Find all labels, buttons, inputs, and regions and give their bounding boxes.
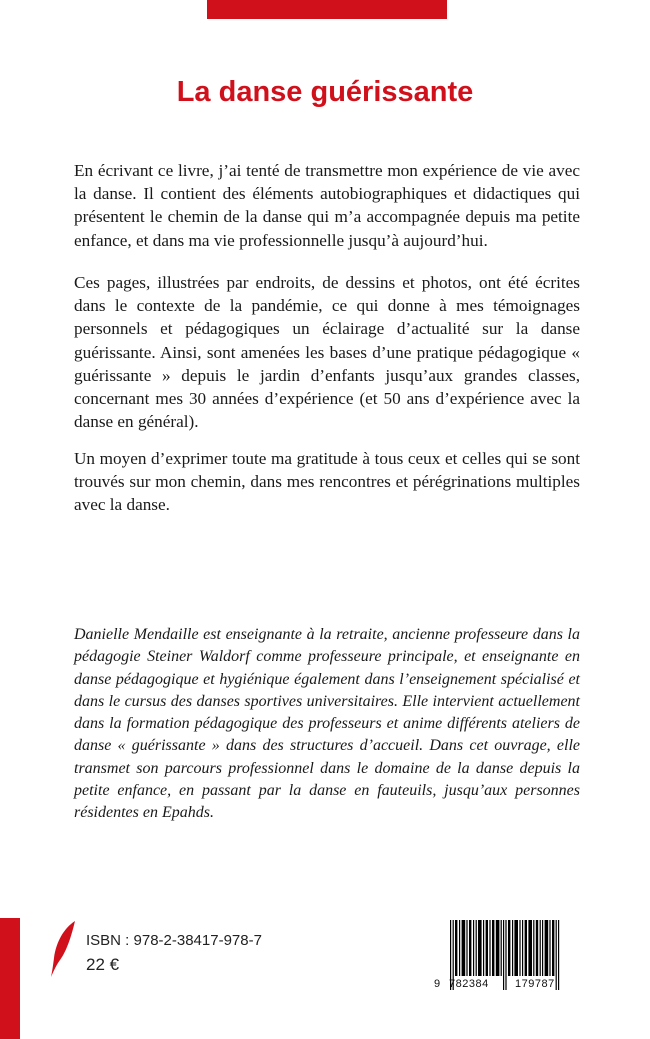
blurb-paragraph-2: Ces pages, illustrées par endroits, de dessins et photos, ont été écrites dans le contexte de la pandémie, ce qui donne à mes témoignages personnels et pédagogiques un éclairage d’actualité sur la danse guérissante. Ainsi, sont amenées les bases d’une pratique pédagogique « guérissante » depuis le jardin d’enfants jusqu’aux grandes classes, concernant mes 30 années d’expérience (et 50 ans d’expérience avec la danse en général).	[74, 273, 580, 432]
left-accent-bar	[0, 918, 20, 1039]
book-title: La danse guérissante	[176, 76, 474, 108]
barcode-right-digits: 179787	[515, 978, 555, 990]
top-accent-bar	[207, 0, 447, 19]
author-bio: Danielle Mendaille est enseignante à la retraite, ancienne professeure dans la pédagogie Steiner Waldorf comme professeure principale, et enseignante en danse pédagogique et hygiénique également dans l’enseignement spécialisé et dans le cursus des danses sportives universitaires. Elle intervient actuellement dans la formation pédagogique des professeurs et anime différents ateliers de danse « guérissante » dans des structures d’accueil. Dans cet ouvrage, elle transmet son parcours professionnel dans le domaine de la danse depuis la petite enfance, en passant par la danse en fauteuils, jusqu’aux personnes résidentes en Epahds.	[74, 626, 580, 822]
price-label: 22 €	[86, 955, 120, 974]
barcode-left-digits: 782384	[449, 978, 489, 990]
blurb-paragraph-1: En écrivant ce livre, j’ai tenté de transmettre mon expérience de vie avec la danse. Il contient des éléments autobiographiques et didactiques qui présentent le chemin de la danse qui m’a accompagnée depuis ma petite enfance, et dans ma vie professionnelle jusqu’à aujourd’hui.	[74, 161, 580, 250]
isbn-label: ISBN : 978-2-38417-978-7	[86, 932, 262, 949]
blurb-paragraph-3: Un moyen d’exprimer toute ma gratitude à tous ceux et celles qui se sont trouvés sur mon chemin, dans mes rencontres et pérégrinations multiples avec la danse.	[74, 449, 580, 515]
feather-quill-icon	[50, 920, 76, 978]
barcode-first-digit: 9	[434, 978, 441, 990]
